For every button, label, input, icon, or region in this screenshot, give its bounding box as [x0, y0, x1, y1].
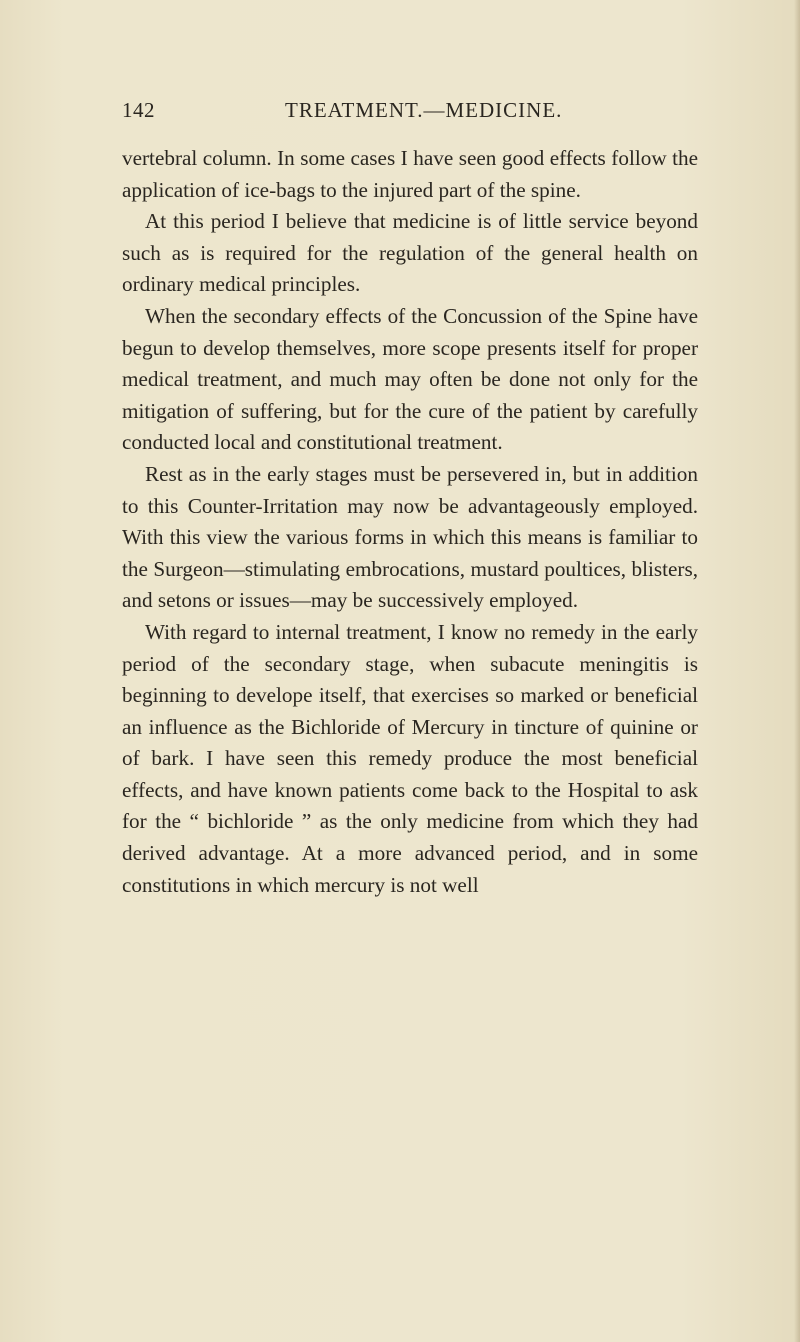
paragraph-4: Rest as in the early stages must be persevered in, but in addition to this Counter-Irritation may now be advantageously employed. With this view the various forms in which this means is familiar to the Surgeon—stimulating embrocations, mustard poultices, blisters, and setons or issues—may be successively employed. [122, 461, 698, 613]
paragraph-3: When the secondary effects of the Concussion of the Spine have begun to develop themselves, more scope presents itself for proper medical treatment, and much may often be done not only for the mitigation of suffering, but for the cure of the patient by carefully conducted local and constitutional treatment. [122, 303, 698, 455]
paragraph-1: vertebral column. In some cases I have seen good effects follow the application of ice-bags to the injured part of the spine. [122, 146, 698, 202]
running-head: TREATMENT.—MEDICINE. [285, 98, 563, 122]
body-text [122, 143, 698, 901]
page-edge-shadow [794, 0, 800, 1342]
paragraph-2: At this period I believe that medicine is of little service beyond such as is required for the regulation of the general health on ordinary medical principles. [122, 209, 698, 297]
page-number: 142 [122, 98, 155, 122]
paragraph-5: With regard to internal treatment, I know no remedy in the early period of the secondary stage, when subacute meningitis is beginning to develope itself, that exercises so marked or beneficial an influence as the Bichloride of Mercury in tincture of quinine or of bark. I have seen this remedy produce the most beneficial effects, and have known patients come back to the Hospital to ask for the “ bichloride ” as the only medicine from which they had derived advantage. At a more advanced period, and in some constitutions in which mercury is not well [122, 619, 698, 897]
page-header [122, 98, 722, 128]
